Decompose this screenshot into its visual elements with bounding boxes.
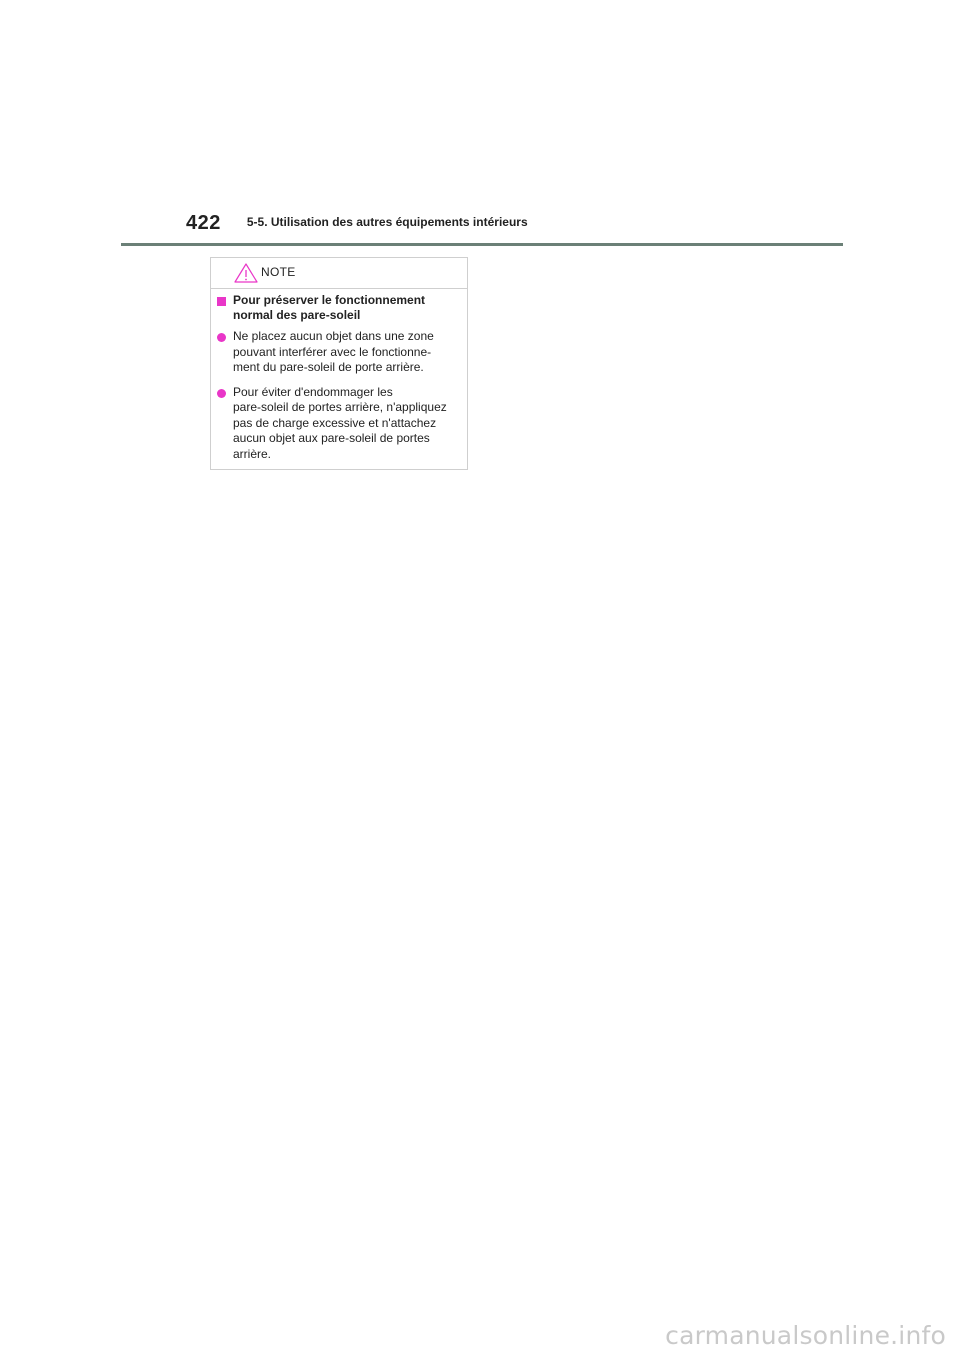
note-body — [211, 289, 467, 462]
round-bullet-icon — [217, 389, 226, 398]
section-title: 5-5. Utilisation des autres équipements intérieurs — [246, 215, 528, 229]
warning-triangle-icon — [233, 261, 259, 285]
square-bullet-icon — [217, 297, 226, 306]
list-item — [217, 385, 459, 463]
watermark: carmanualsonline.info — [665, 1321, 946, 1350]
note-heading: Pour préserver le fonctionnement normal des pare-soleil — [233, 293, 426, 322]
note-label: NOTE — [261, 265, 296, 279]
list-item — [217, 329, 459, 376]
header-divider — [121, 243, 843, 246]
note-heading-row — [217, 293, 459, 323]
page-header — [186, 212, 528, 242]
round-bullet-icon — [217, 333, 226, 342]
page-number: 422 — [186, 212, 221, 234]
list-item-text: Pour éviter d'endommager les pare-soleil de portes arrière, n'appliquez pas de charge excessive et n'attachez aucun objet aux pare-soleil de portes arrière. — [233, 384, 447, 461]
note-header — [211, 258, 467, 289]
list-item-text: Ne placez aucun objet dans une zone pouvant interférer avec le fonctionne- ment du pare-soleil de porte arrière. — [233, 329, 434, 374]
note-box — [210, 257, 468, 470]
